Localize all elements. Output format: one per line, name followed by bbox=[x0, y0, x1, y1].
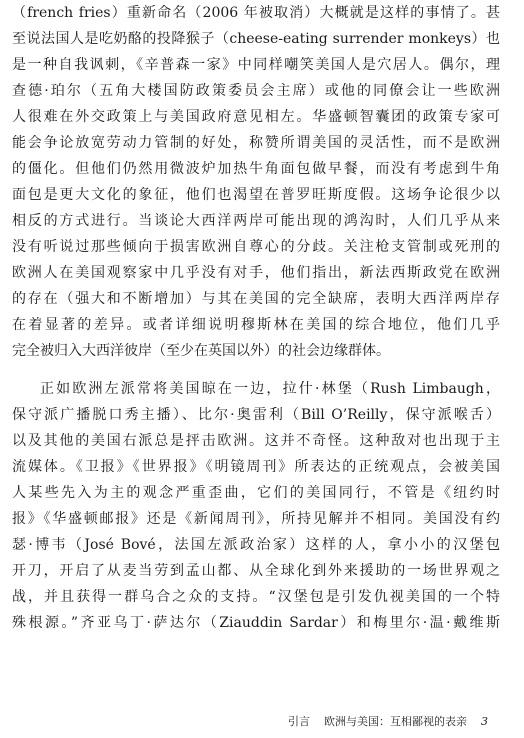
text-line: 瑟·博韦（José Bové，法国左派政治家）这样的人，拿小小的汉堡包 bbox=[12, 537, 500, 553]
text-line: 流媒体。《卫报》《世界报》《明镜周刊》所表达的正统观点，会被美国 bbox=[12, 459, 500, 475]
text-line: 的僵化。但他们仍然用微波炉加热牛角面包做早餐，而没有考虑到牛角 bbox=[12, 161, 500, 177]
text-line: 殊根源。”齐亚乌丁·萨达尔（Ziauddin Sardar）和梅里尔·温·戴维斯 bbox=[12, 615, 500, 631]
text-line: 以及其他的美国右派总是抨击欧洲。这并不奇怪。这种敌对也出现于主 bbox=[12, 433, 500, 449]
text-line: 查德·珀尔（五角大楼国防政策委员会主席）或他的同僚会让一些欧洲 bbox=[12, 83, 500, 99]
text-line: 面包是更大文化的象征，他们也渴望在普罗旺斯度假。这场争论很少以 bbox=[12, 187, 500, 203]
text-line: 开刀，开启了从麦当劳到孟山都、从全球化到外来援助的一场世界观之 bbox=[12, 563, 500, 579]
footer-title: 欧洲与美国：互相鄙视的表亲 bbox=[324, 715, 467, 728]
text-line: 是一种自我讽刺，《辛普森一家》中同样嘲笑美国人是穴居人。偶尔，理 bbox=[12, 57, 500, 73]
text-line: 欧洲人在美国观察家中几乎没有对手，他们指出，新法西斯政党在欧洲 bbox=[12, 265, 500, 281]
text-line: 战，并且获得一群乌合之众的支持。“汉堡包是引发仇视美国的一个特 bbox=[12, 589, 500, 605]
text-line: 人某些先入为主的观念严重歪曲，它们的美国同行，不管是《纽约时 bbox=[12, 485, 500, 501]
text-line: 完全被归入大西洋彼岸（至少在英国以外）的社会边缘群体。 bbox=[12, 343, 390, 359]
text-line: 没有听说过那些倾向于损害欧洲自尊心的分歧。关注枪支管制或死刑的 bbox=[12, 239, 500, 255]
text-line: 保守派广播脱口秀主播）、比尔·奥雷利（Bill O’Reilly，保守派喉舌） bbox=[12, 407, 500, 423]
text-line: 的存在（强大和不断增加）与其在美国的完全缺席，表明大西洋两岸存 bbox=[12, 291, 500, 307]
footer-chapter: 引言 bbox=[288, 715, 310, 728]
page-number: 3 bbox=[481, 715, 488, 728]
text-line: 人很难在外交政策上与美国政府意见相左。华盛顿智囊团的政策专家可 bbox=[12, 109, 500, 125]
text-line: 相反的方式进行。当谈论大西洋两岸可能出现的鸿沟时，人们几乎从来 bbox=[12, 213, 500, 229]
text-line: 在着显著的差异。或者详细说明穆斯林在美国的综合地位，他们几乎 bbox=[12, 317, 500, 333]
text-line: 报》《华盛顿邮报》还是《新闻周刊》，所持见解并不相同。美国没有约 bbox=[12, 511, 500, 527]
text-line: 正如欧洲左派常将美国晾在一边，拉什·林堡（Rush Limbaugh， bbox=[40, 381, 500, 397]
text-line: 至说法国人是吃奶酪的投降猴子（cheese-eating surrender monkeys）也 bbox=[12, 31, 500, 47]
text-line: 能会争论放宽劳动力管制的好处，称赞所谓美国的灵活性，而不是欧洲 bbox=[12, 135, 500, 151]
text-line: （french fries）重新命名（2006 年被取消）大概就是这样的事情了。甚 bbox=[12, 5, 500, 21]
running-footer bbox=[288, 715, 488, 729]
